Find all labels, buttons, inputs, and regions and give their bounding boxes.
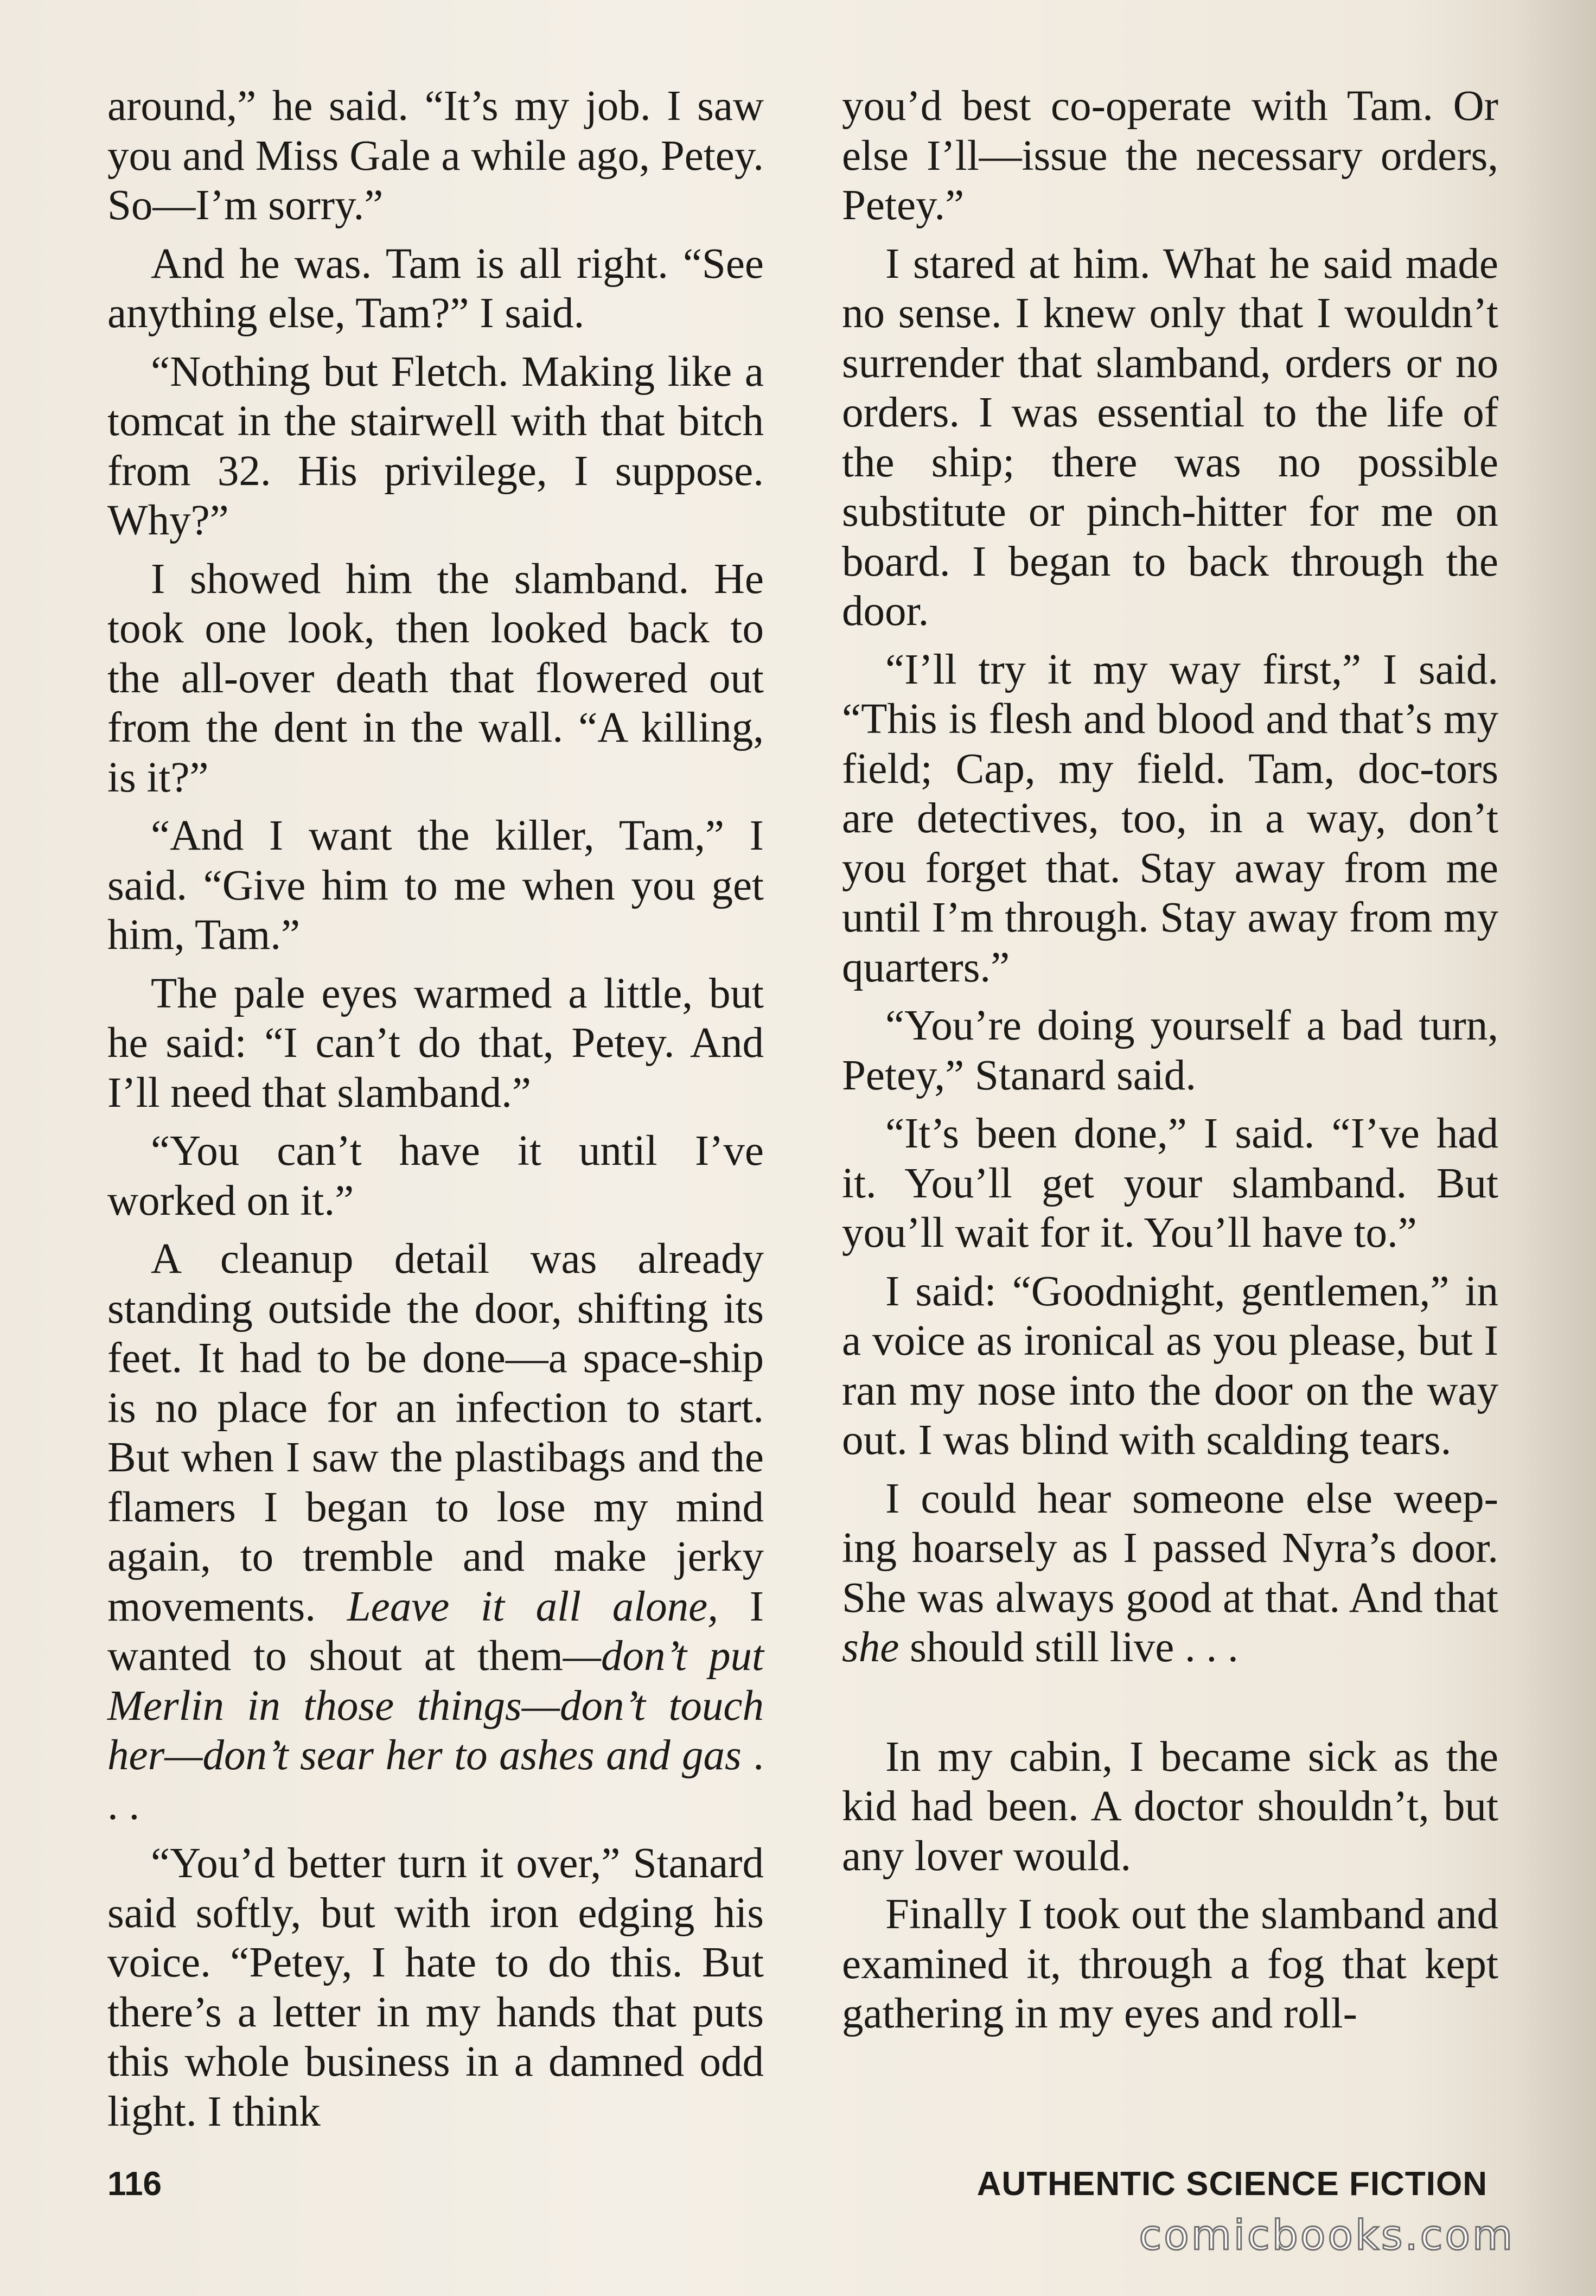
italic-text: —don’t put Merlin in those things—don’t touch her—don’t sear her to ashes and gas	[107, 1632, 764, 1779]
left-column	[107, 81, 764, 2145]
paragraph-text: I could hear someone else weep-ing hoarsely as I passed Nyra’s door. She was always good at that. And that	[842, 1475, 1498, 1622]
paragraph: “And I want the killer, Tam,” I said. “Give him to me when you get him, Tam.”	[107, 812, 764, 959]
paragraph-text: . . .	[107, 1732, 764, 1829]
paragraph: The pale eyes warmed a little, but he said: “I can’t do that, Petey. And I’ll need that slamband.”	[107, 970, 764, 1117]
paragraph	[842, 1474, 1498, 1673]
paragraph: “You’d better turn it over,” Stanard said softly, but with iron edging his voice. “Petey, I hate to do this. But there’s a letter in my hands that puts this whole business in a damned odd light. I think	[107, 1840, 764, 2135]
paragraph: And he was. Tam is all right. “See anything else, Tam?” I said.	[107, 240, 764, 337]
magazine-title: AUTHENTIC SCIENCE FICTION	[976, 2165, 1488, 2203]
paragraph: “It’s been done,” I said. “I’ve had it. You’ll get your slamband. But you’ll wait for it. You’ll have to.”	[842, 1110, 1498, 1257]
paragraph: “I’ll try it my way first,” I said. “This is flesh and blood and that’s my field; Cap, my field. Tam, doc-tors are detectives, too, in a way, don’t you forget that. Stay away from me until I’m through. Stay away from my quarters.”	[842, 646, 1498, 991]
paragraph: around,” he said. “It’s my job. I saw you and Miss Gale a while ago, Petey. So—I’m sorry.”	[107, 82, 764, 229]
paragraph: I showed him the slamband. He took one look, then looked back to the all-over death that flowered out from the dent in the wall. “A killing, is it?”	[107, 555, 764, 801]
paragraph: I stared at him. What he said made no sense. I knew only that I wouldn’t surrender that slamband, orders or no orders. I was essential to the life of the ship; there was no possible substitute or pinch-hitter for me on board. I began to back through the door.	[842, 240, 1498, 635]
watermark-logo: comicbooks.com	[1139, 2211, 1515, 2259]
paragraph: In my cabin, I became sick as the kid had been. A doctor shouldn’t, but any lover would.	[842, 1733, 1498, 1880]
paragraph: “Nothing but Fletch. Making like a tomcat in the stairwell with that bitch from 32. His privilege, I suppose. Why?”	[107, 348, 764, 544]
paragraph: “You’re doing yourself a bad turn, Petey,” Stanard said.	[842, 1002, 1498, 1099]
italic-text: Leave it all alone,	[347, 1583, 718, 1630]
paragraph-text: I wanted to shout at them	[107, 1583, 764, 1680]
right-column	[842, 81, 1498, 2048]
paragraph: Finally I took out the slamband and examined it, through a fog that kept gathering in my eyes and roll-	[842, 1891, 1498, 2037]
paragraph-text: should still live . . .	[899, 1624, 1239, 1671]
paragraph-text: A cleanup detail was already standing outside the door, shifting its feet. It had to be done—a space-ship is no place for an infection to start. But when I saw the plastibags and the flamers I began to lose my mind again, to tremble and make jerky movements.	[107, 1235, 764, 1630]
paragraph: you’d best co-operate with Tam. Or else I’ll—issue the necessary orders, Petey.”	[842, 82, 1498, 229]
italic-text: she	[842, 1624, 899, 1671]
paragraph: I said: “Goodnight, gentlemen,” in a voice as ironical as you please, but I ran my nose into the door on the way out. I was blind with scalding tears.	[842, 1267, 1498, 1464]
page-number: 116	[107, 2165, 162, 2203]
paragraph: “You can’t have it until I’ve worked on it.”	[107, 1127, 764, 1224]
paragraph	[107, 1234, 764, 1830]
